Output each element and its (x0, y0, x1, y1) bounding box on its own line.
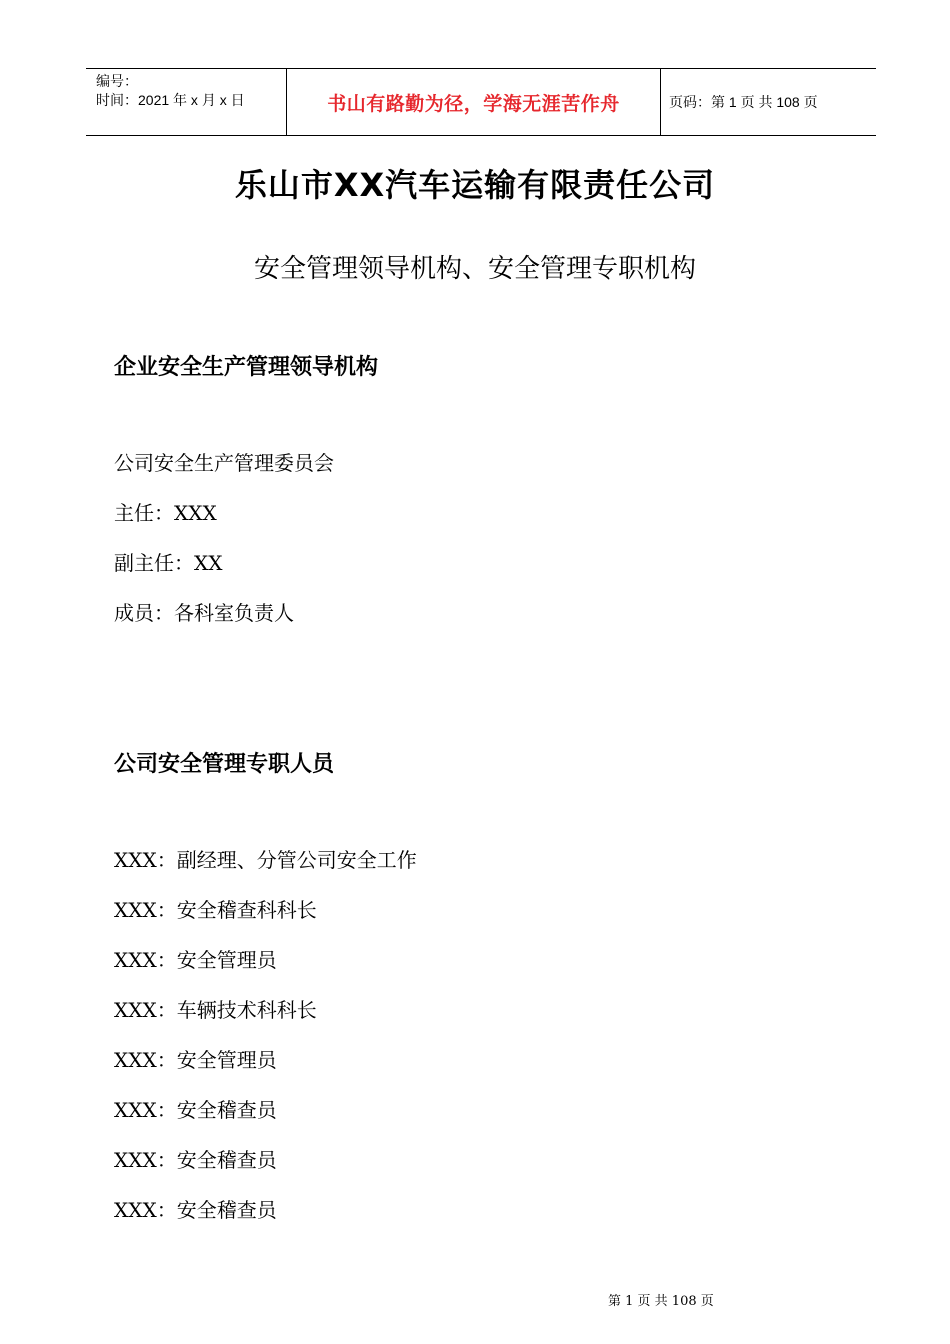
section1-line: 主任：XXX (114, 501, 217, 525)
header-motto-cell (287, 69, 661, 135)
section2-line: XXX：副经理、分管公司安全工作 (114, 848, 417, 872)
section2-line: XXX：安全稽查科科长 (114, 898, 317, 922)
document-title: 乐山市XX汽车运输有限责任公司 (234, 166, 716, 204)
section2-line: XXX：安全管理员 (114, 948, 277, 972)
section1-line: 成员：各科室负责人 (114, 601, 294, 625)
document-subtitle: 安全管理领导机构、安全管理专职机构 (253, 254, 696, 284)
time-label: 时间：2021 年 x 月 x 日 (96, 92, 245, 108)
number-label: 编号： (96, 73, 138, 89)
page-info: 页码：第 1 页 共 108 页 (669, 94, 818, 110)
section1-line: 公司安全生产管理委员会 (114, 451, 334, 475)
section2-line: XXX：车辆技术科科长 (114, 998, 317, 1022)
section2-line: XXX：安全稽查员 (114, 1198, 277, 1222)
page-footer: 第 1 页 共 108 页 (608, 1294, 714, 1309)
section1-line: 副主任：XX (114, 551, 223, 575)
section2-line: XXX：安全稽查员 (114, 1098, 277, 1122)
section-heading-staff: 公司安全管理专职人员 (114, 752, 335, 777)
document-header (86, 68, 876, 136)
motto-text: 书山有路勤为径，学海无涯苦作舟 (327, 92, 620, 115)
header-meta-cell (86, 69, 287, 135)
section-heading-leadership: 企业安全生产管理领导机构 (114, 355, 379, 380)
header-page-cell (661, 69, 876, 135)
section2-line: XXX：安全稽查员 (114, 1148, 277, 1172)
section2-line: XXX：安全管理员 (114, 1048, 277, 1072)
